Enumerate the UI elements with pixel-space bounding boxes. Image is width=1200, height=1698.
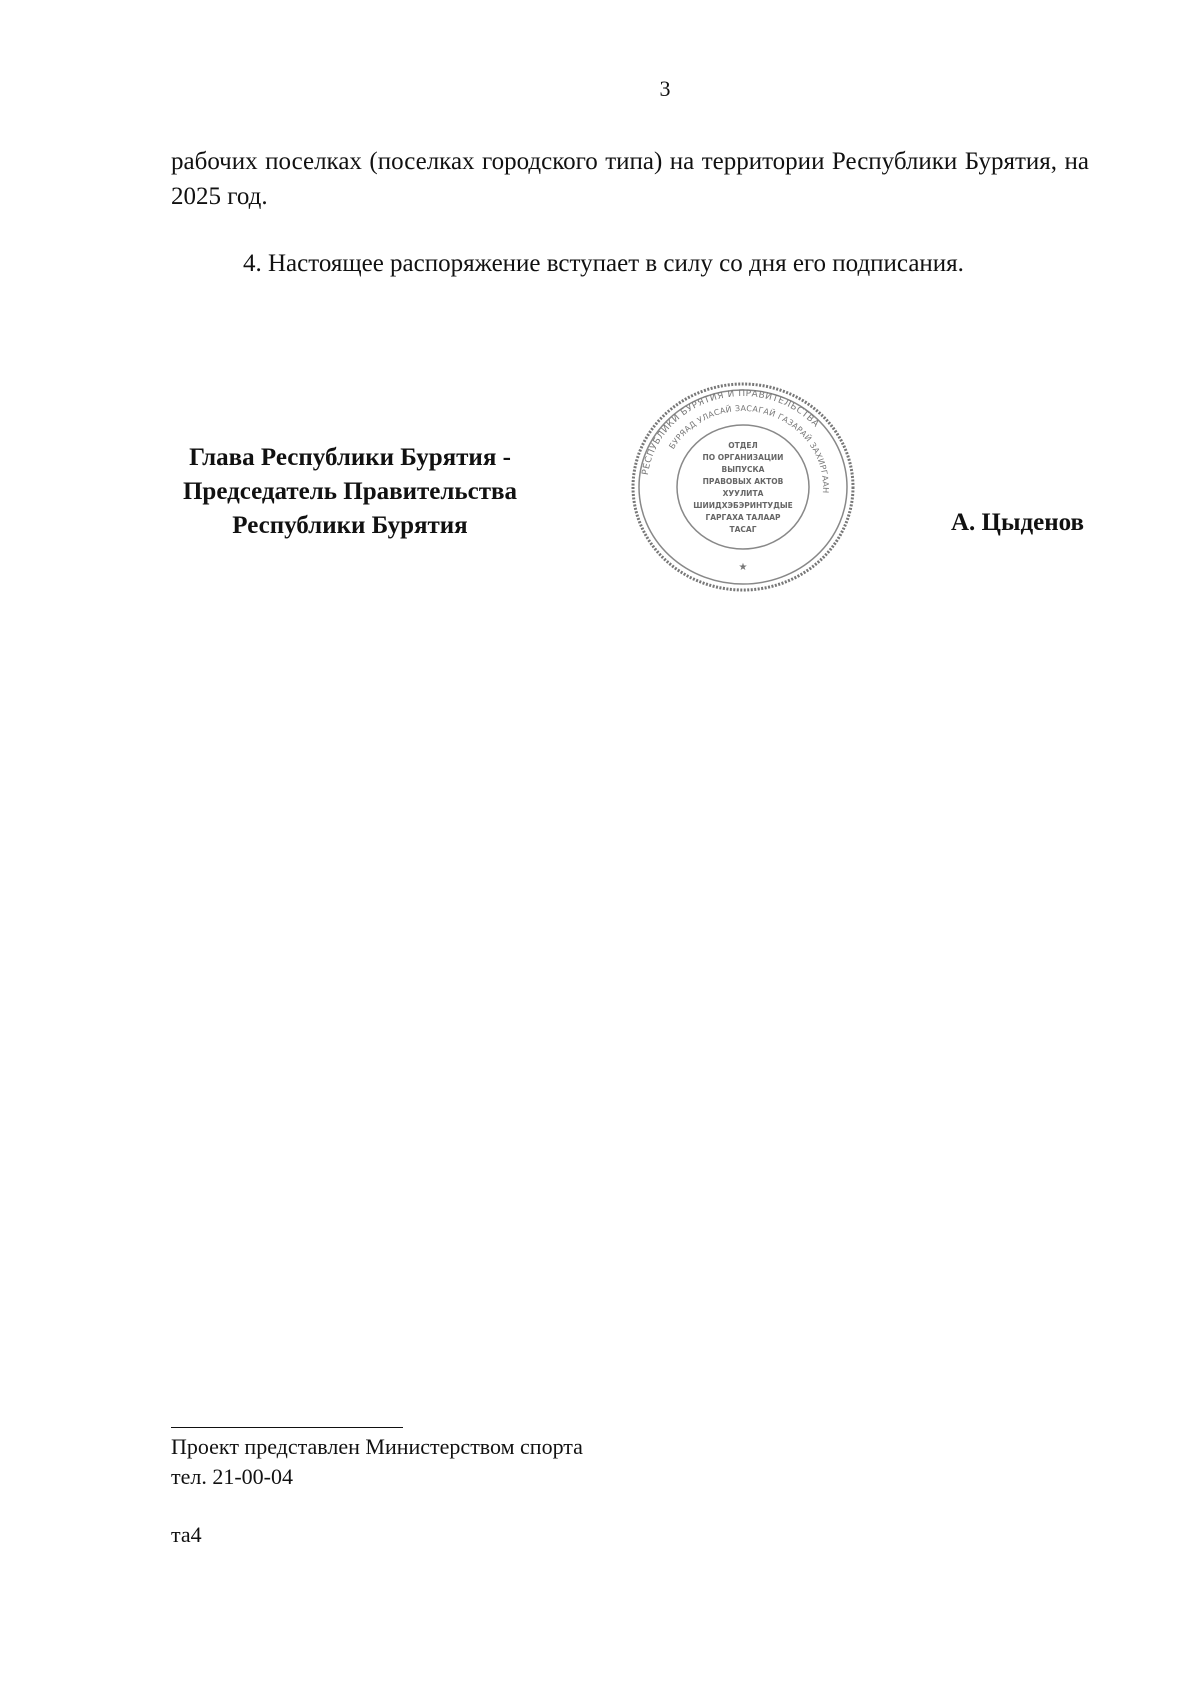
seal-center-line: ГАРГАХА ТАЛААР: [705, 513, 781, 522]
seal-center-line: ВЫПУСКА: [721, 465, 765, 474]
seal-inner-ring-text: БУРЯАД УЛАСАЙ ЗАСАГАЙ ГАЗАРАЙ ЗАХИРГААН: [667, 403, 831, 494]
seal-center-line: ХУУЛИТА: [722, 489, 764, 498]
footnote: [171, 1432, 583, 1492]
signatory-title-line-1: Глава Республики Бурятия -: [189, 444, 511, 471]
signatory-title: [150, 441, 550, 543]
official-seal-icon: [628, 382, 858, 592]
seal-center-line: ШИИДХЭБЭРИНТУДЫЕ: [693, 501, 793, 510]
seal-outer-ring-text: РЕСПУБЛИКИ БУРЯТИЯ И ПРАВИТЕЛЬСТВА: [640, 388, 821, 476]
paragraph-4: 4. Настоящее распоряжение вступает в силу со дня его подписания.: [243, 250, 964, 277]
paragraph-continuation: рабочих поселках (поселках городского типа) на территории Республики Бурятия, на 2025 год.: [171, 148, 1089, 210]
seal-center-line: ПРАВОВЫХ АКТОВ: [702, 477, 784, 486]
seal-star-icon: ★: [738, 562, 748, 573]
signatory-title-line-3: Республики Бурятия: [232, 512, 468, 539]
seal-center-line: ТАСАГ: [729, 525, 757, 534]
seal-center-line: ОТДЕЛ: [728, 441, 758, 450]
footnote-divider: [171, 1427, 403, 1428]
footnote-line-1: Проект представлен Министерством спорта: [171, 1434, 583, 1459]
seal-center-line: ПО ОРГАНИЗАЦИИ: [702, 453, 784, 462]
svg-text:РЕСПУБЛИКИ БУРЯТИЯ И ПРАВИТЕЛЬ: [641, 389, 821, 476]
signatory-title-line-2: Председатель Правительства: [182, 478, 518, 505]
signatory-name: А. Цыденов: [950, 509, 1084, 536]
page-number: 3: [659, 76, 671, 101]
document-code: та4: [171, 1522, 202, 1547]
footnote-line-2: тел. 21-00-04: [171, 1464, 294, 1489]
